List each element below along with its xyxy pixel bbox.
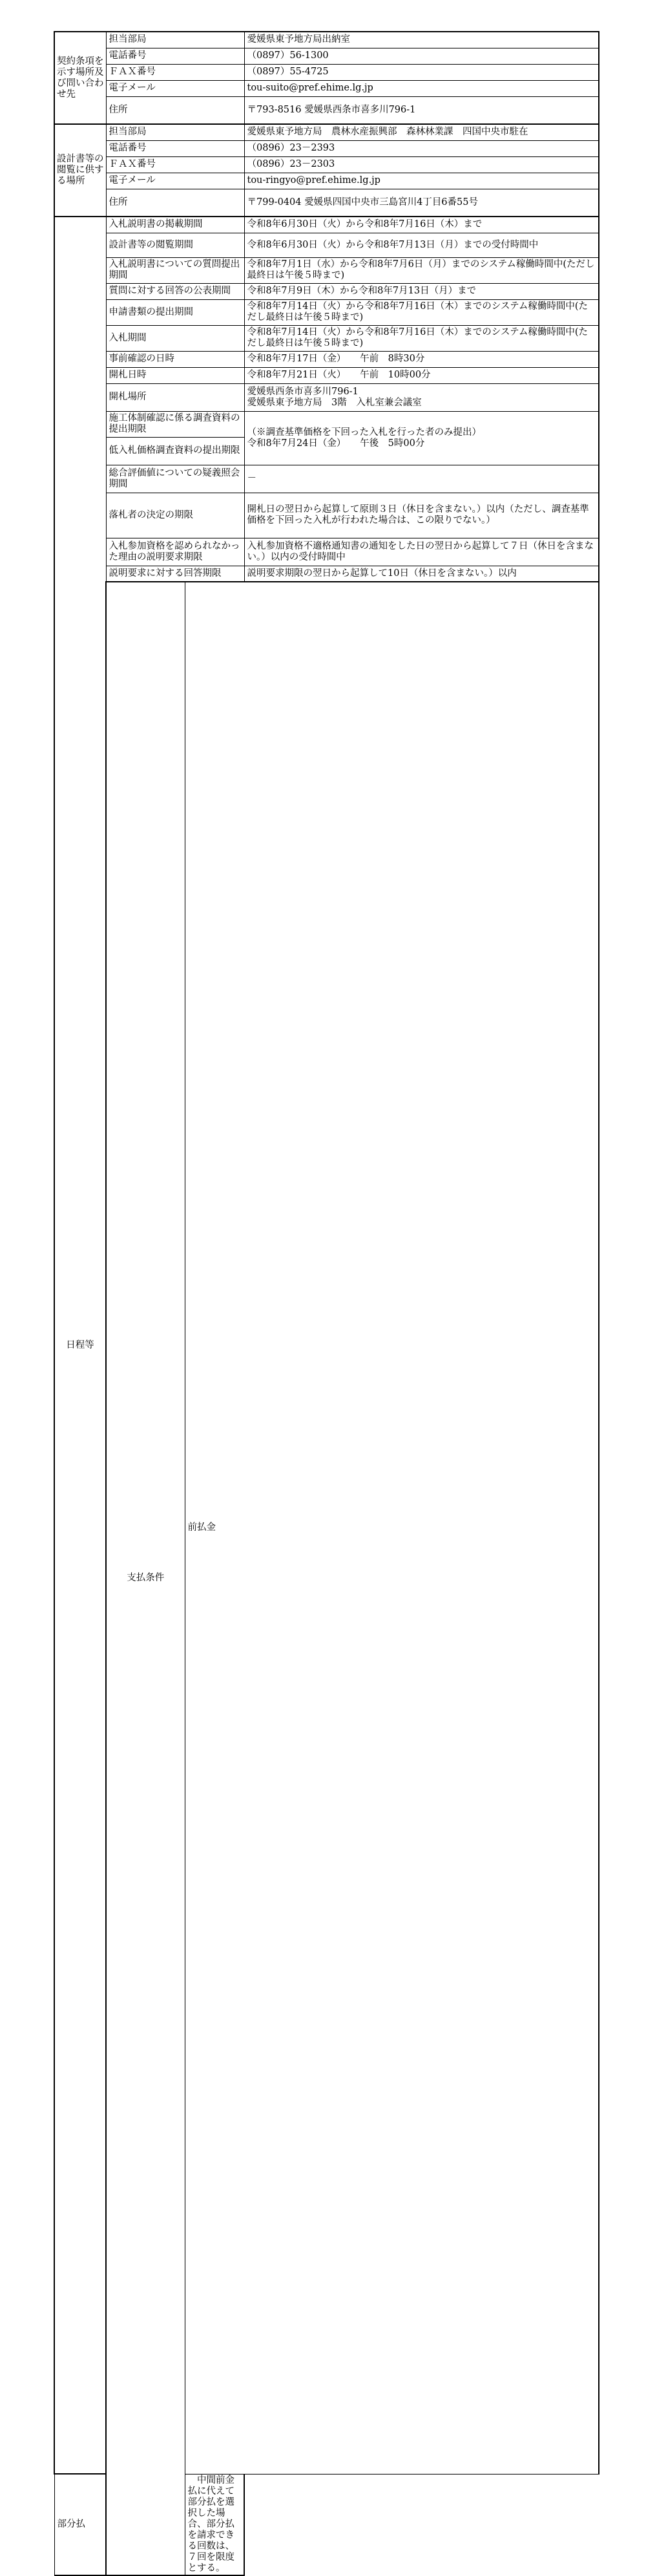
schedule-row-value: 令和8年7月21日（火） 午前 10時00分 <box>244 367 599 383</box>
schedule-row-label: 入札説明書の掲載期間 <box>106 217 244 233</box>
schedule-row-value: 説明要求期限の翌日から起算して10日（休日を含まない。）以内 <box>244 566 599 582</box>
design-fax-label: ＦＡＸ番号 <box>106 156 244 173</box>
contract-address-value: 〒793-8516 愛媛県西条市喜多川796-1 <box>244 96 599 124</box>
schedule-row-label: 説明要求に対する回答期限 <box>106 566 244 582</box>
opening-place-line: 愛媛県西条市喜多川796-1 <box>247 386 359 397</box>
schedule-row-label: 低入札価格調査資料の提出期限 <box>106 437 244 465</box>
schedule-row-value: 入札参加資格不適格通知書の通知をした日の翌日から起算して７日（休日を含まない。）以内の受付時間中 <box>244 538 599 566</box>
schedule-row-label: 設計書等の閲覧期間 <box>106 233 244 257</box>
design-dept-value: 愛媛県東予地方局 農林水産振興部 森林林業課 四国中央市駐在 <box>244 124 599 140</box>
partial-payment-label: 部分払 <box>54 2474 185 2575</box>
contract-dept-value: 愛媛県東予地方局出納室 <box>244 32 599 48</box>
design-fax-value: （0896）23－2303 <box>244 156 599 173</box>
contract-phone-value: （0897）56-1300 <box>244 48 599 64</box>
schedule-row-label: 開札場所 <box>106 383 244 411</box>
schedule-row-label: 申請書類の提出期間 <box>106 299 244 325</box>
schedule-row-label: 入札期間 <box>106 325 244 351</box>
opening-place-line: 愛媛県東予地方局 3階 入札室兼会議室 <box>247 397 422 408</box>
design-phone-label: 電話番号 <box>106 140 244 156</box>
investigation-date: 令和8年7月24日（金） 午後 5時00分 <box>247 438 425 449</box>
schedule-row-value: 令和8年6月30日（火）から令和8年7月16日（木）まで <box>244 217 599 233</box>
schedule-row-value: 令和8年7月14日（火）から令和8年7月16日（木）までのシステム稼働時間中(ただし最終日は午後５時まで) <box>244 299 599 325</box>
schedule-row-value: 令和8年7月14日（火）から令和8年7月16日（木）までのシステム稼働時間中(ただし最終日は午後５時まで) <box>244 325 599 351</box>
contract-address-label: 住所 <box>106 96 244 124</box>
schedule-section-label: 日程等 <box>54 217 106 2474</box>
schedule-row-label: 事前確認の日時 <box>106 351 244 367</box>
contract-fax-label: ＦＡＸ番号 <box>106 64 244 80</box>
schedule-row-value: 令和8年7月9日（木）から令和8年7月13日（月）まで <box>244 283 599 299</box>
investigation-note: （※調査基準価格を下回った入札を行った者のみ提出） <box>247 427 481 438</box>
contract-info-section-label: 契約条項を示す場所及び問い合わせ先 <box>54 32 106 124</box>
schedule-row-value: － <box>244 465 599 493</box>
investigation-deadline-value <box>244 411 599 465</box>
contract-fax-value: （0897）55-4725 <box>244 64 599 80</box>
schedule-row-label: 質問に対する回答の公表期間 <box>106 283 244 299</box>
advance-payment-label: 前払金 <box>185 582 599 2474</box>
schedule-row-label: 入札参加資格を認められなかった理由の説明要求期限 <box>106 538 244 566</box>
schedule-row-value: 開札日の翌日から起算して原則３日（休日を含まない。）以内（ただし、調査基準価格を下回った入札が行われた場合は、この限りでない。） <box>244 493 599 538</box>
conditions-table <box>54 31 599 2576</box>
schedule-row-label: 開札日時 <box>106 367 244 383</box>
payment-section-label: 支払条件 <box>106 582 185 2575</box>
design-phone-value: （0896）23－2393 <box>244 140 599 156</box>
schedule-row-value: 令和8年7月1日（水）から令和8年7月6日（月）までのシステム稼働時間中(ただし最終日は午後５時まで) <box>244 257 599 283</box>
partial-payment-value: 中間前金払に代えて部分払を選択した場合、部分払を請求できる回数は、７回を限度とする。 <box>185 2474 244 2575</box>
schedule-row-value: 令和8年7月17日（金） 午前 8時30分 <box>244 351 599 367</box>
schedule-row-label: 入札説明書についての質問提出期間 <box>106 257 244 283</box>
contract-email-label: 電子メール <box>106 80 244 96</box>
schedule-row-label: 総合評価値についての疑義照会期間 <box>106 465 244 493</box>
schedule-row-value: 令和8年6月30日（火）から令和8年7月13日（月）までの受付時間中 <box>244 233 599 257</box>
contract-phone-label: 電話番号 <box>106 48 244 64</box>
design-address-value: 〒799-0404 愛媛県四国中央市三島宮川4丁目6番55号 <box>244 189 599 217</box>
design-dept-label: 担当部局 <box>106 124 244 140</box>
design-email-label: 電子メール <box>106 173 244 189</box>
design-email-value: tou-ringyo@pref.ehime.lg.jp <box>244 173 599 189</box>
opening-place-value <box>244 383 599 411</box>
contract-email-value: tou-suito@pref.ehime.lg.jp <box>244 80 599 96</box>
schedule-row-label: 落札者の決定の期限 <box>106 493 244 538</box>
contract-dept-label: 担当部局 <box>106 32 244 48</box>
design-docs-section-label: 設計書等の閲覧に供する場所 <box>54 124 106 217</box>
design-address-label: 住所 <box>106 189 244 217</box>
schedule-row-label: 施工体制確認に係る調査資料の提出期限 <box>106 411 244 437</box>
